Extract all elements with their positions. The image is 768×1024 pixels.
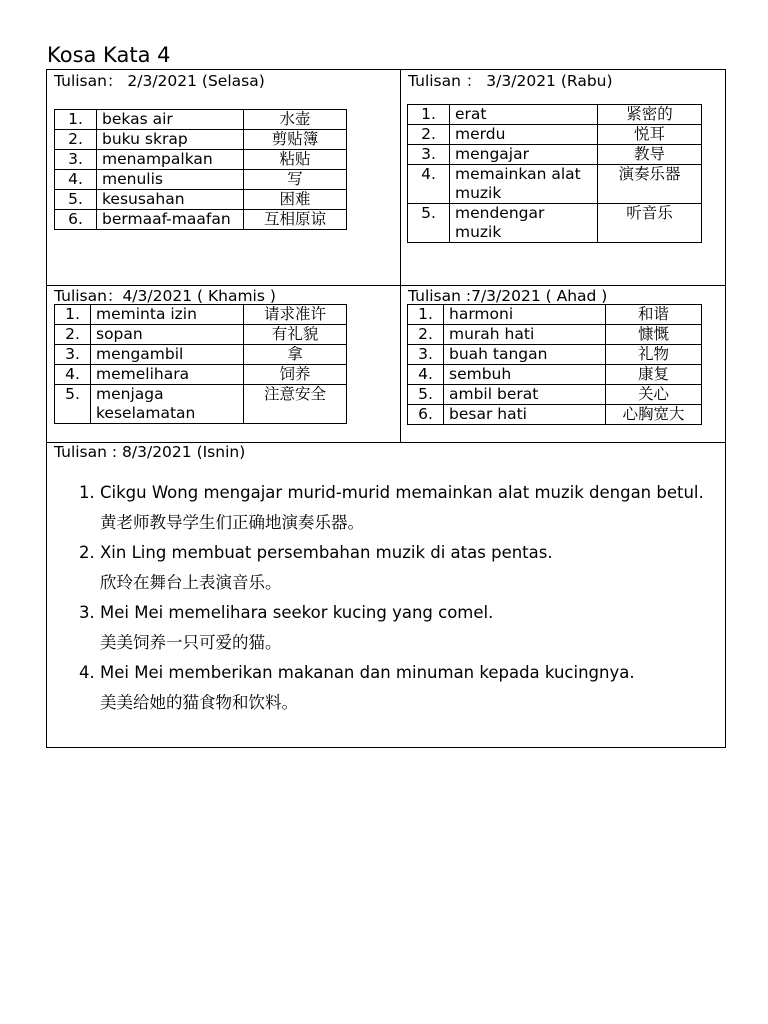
row-number: 3. — [408, 145, 450, 165]
malay-word: meminta izin — [91, 305, 244, 325]
chinese-meaning: 注意安全 — [244, 385, 347, 424]
table-row — [55, 305, 347, 325]
table-row — [408, 145, 702, 165]
table-row — [55, 385, 347, 424]
row-number: 4. — [408, 365, 444, 385]
table-row — [408, 345, 702, 365]
row-number: 3. — [55, 150, 97, 170]
table-row — [55, 110, 347, 130]
malay-word: bekas air — [97, 110, 244, 130]
chinese-meaning: 请求准许 — [244, 305, 347, 325]
table-row — [408, 105, 702, 125]
row-number: 4. — [408, 165, 450, 204]
malay-word: murah hati — [444, 325, 606, 345]
malay-sentence: Xin Ling membuat persembahan muzik di atas pentas. — [100, 543, 553, 562]
row-number: 6. — [408, 405, 444, 425]
malay-word: menampalkan — [97, 150, 244, 170]
chinese-meaning: 写 — [244, 170, 347, 190]
malay-word: menulis — [97, 170, 244, 190]
chinese-meaning: 水壶 — [244, 110, 347, 130]
chinese-meaning: 剪贴簿 — [244, 130, 347, 150]
malay-sentence: Cikgu Wong mengajar murid-murid memainkan alat muzik dengan betul. — [100, 483, 704, 502]
row-number: 1. — [55, 110, 97, 130]
chinese-meaning: 拿 — [244, 345, 347, 365]
malay-word: mendengar muzik — [450, 204, 598, 243]
malay-word: ambil berat — [444, 385, 606, 405]
table-row — [408, 325, 702, 345]
malay-word: buah tangan — [444, 345, 606, 365]
row-number: 4. — [55, 365, 91, 385]
chinese-meaning: 和谐 — [606, 305, 702, 325]
vocab-table-khamis — [54, 304, 347, 424]
row-number: 6. — [55, 210, 97, 230]
row-number: 1. — [408, 305, 444, 325]
table-row — [55, 210, 347, 230]
row-number: 4. — [55, 170, 97, 190]
malay-word: mengambil — [91, 345, 244, 365]
chinese-meaning: 悦耳 — [598, 125, 702, 145]
table-row — [55, 150, 347, 170]
chinese-sentence: 美美给她的猫食物和饮料。 — [100, 693, 298, 712]
row-number: 2. — [55, 325, 91, 345]
row-number: 3. — [55, 345, 91, 365]
section-heading-selasa: Tulisan： 2/3/2021 (Selasa) — [54, 72, 265, 90]
table-row — [55, 365, 347, 385]
malay-word: bermaaf-maafan — [97, 210, 244, 230]
row-number: 1. — [408, 105, 450, 125]
row-number: 2. — [55, 130, 97, 150]
row-number: 2. — [408, 125, 450, 145]
row-number: 3. — [408, 345, 444, 365]
malay-word: erat — [450, 105, 598, 125]
sentences-heading: Tulisan : 8/3/2021 (Isnin) — [54, 443, 246, 461]
row-number: 5. — [55, 190, 97, 210]
table-row — [55, 130, 347, 150]
chinese-meaning: 困难 — [244, 190, 347, 210]
vocab-table-rabu — [407, 104, 702, 243]
section-heading-khamis: Tulisan：4/3/2021 ( Khamis ) — [54, 287, 276, 305]
malay-word: buku skrap — [97, 130, 244, 150]
row-number: 1. — [55, 305, 91, 325]
malay-sentence: Mei Mei memberikan makanan dan minuman kepada kucingnya. — [100, 663, 635, 682]
sentence-item — [100, 658, 768, 718]
table-row — [408, 125, 702, 145]
chinese-sentence: 黄老师教导学生们正确地演奏乐器。 — [100, 513, 364, 532]
sentence-item — [100, 478, 768, 538]
row-number: 2. — [408, 325, 444, 345]
chinese-meaning: 演奏乐器 — [598, 165, 702, 204]
malay-word: merdu — [450, 125, 598, 145]
chinese-meaning: 康复 — [606, 365, 702, 385]
malay-word: kesusahan — [97, 190, 244, 210]
table-row — [55, 325, 347, 345]
chinese-meaning: 关心 — [606, 385, 702, 405]
chinese-meaning: 慷慨 — [606, 325, 702, 345]
vocab-table-ahad — [407, 304, 702, 425]
malay-word: memelihara — [91, 365, 244, 385]
row-number: 5. — [55, 385, 91, 424]
chinese-meaning: 有礼貌 — [244, 325, 347, 345]
section-heading-ahad: Tulisan :7/3/2021 ( Ahad ) — [408, 287, 608, 305]
sentence-list — [47, 478, 768, 718]
chinese-meaning: 教导 — [598, 145, 702, 165]
sentence-item — [100, 538, 768, 598]
vocab-table-selasa — [54, 109, 347, 230]
sentence-item — [100, 598, 768, 658]
chinese-meaning: 心胸宽大 — [606, 405, 702, 425]
chinese-meaning: 粘贴 — [244, 150, 347, 170]
chinese-sentence: 美美饲养一只可爱的猫。 — [100, 633, 282, 652]
chinese-meaning: 互相原谅 — [244, 210, 347, 230]
malay-word: sopan — [91, 325, 244, 345]
row-number: 5. — [408, 204, 450, 243]
row-number: 5. — [408, 385, 444, 405]
section-heading-rabu: Tulisan ： 3/3/2021 (Rabu) — [408, 72, 613, 90]
column-divider — [400, 69, 401, 443]
page-title: Kosa Kata 4 — [47, 43, 171, 67]
table-row — [55, 345, 347, 365]
malay-word: menjaga keselamatan — [91, 385, 244, 424]
table-row — [408, 365, 702, 385]
table-row — [55, 170, 347, 190]
chinese-meaning: 礼物 — [606, 345, 702, 365]
malay-word: harmoni — [444, 305, 606, 325]
chinese-meaning: 饲养 — [244, 365, 347, 385]
chinese-sentence: 欣玲在舞台上表演音乐。 — [100, 573, 282, 592]
table-row — [408, 305, 702, 325]
table-row — [55, 190, 347, 210]
malay-word: memainkan alat muzik — [450, 165, 598, 204]
malay-word: mengajar — [450, 145, 598, 165]
malay-word: sembuh — [444, 365, 606, 385]
malay-word: besar hati — [444, 405, 606, 425]
table-row — [408, 204, 702, 243]
table-row — [408, 405, 702, 425]
table-row — [408, 165, 702, 204]
table-row — [408, 385, 702, 405]
malay-sentence: Mei Mei memelihara seekor kucing yang comel. — [100, 603, 494, 622]
chinese-meaning: 听音乐 — [598, 204, 702, 243]
chinese-meaning: 紧密的 — [598, 105, 702, 125]
